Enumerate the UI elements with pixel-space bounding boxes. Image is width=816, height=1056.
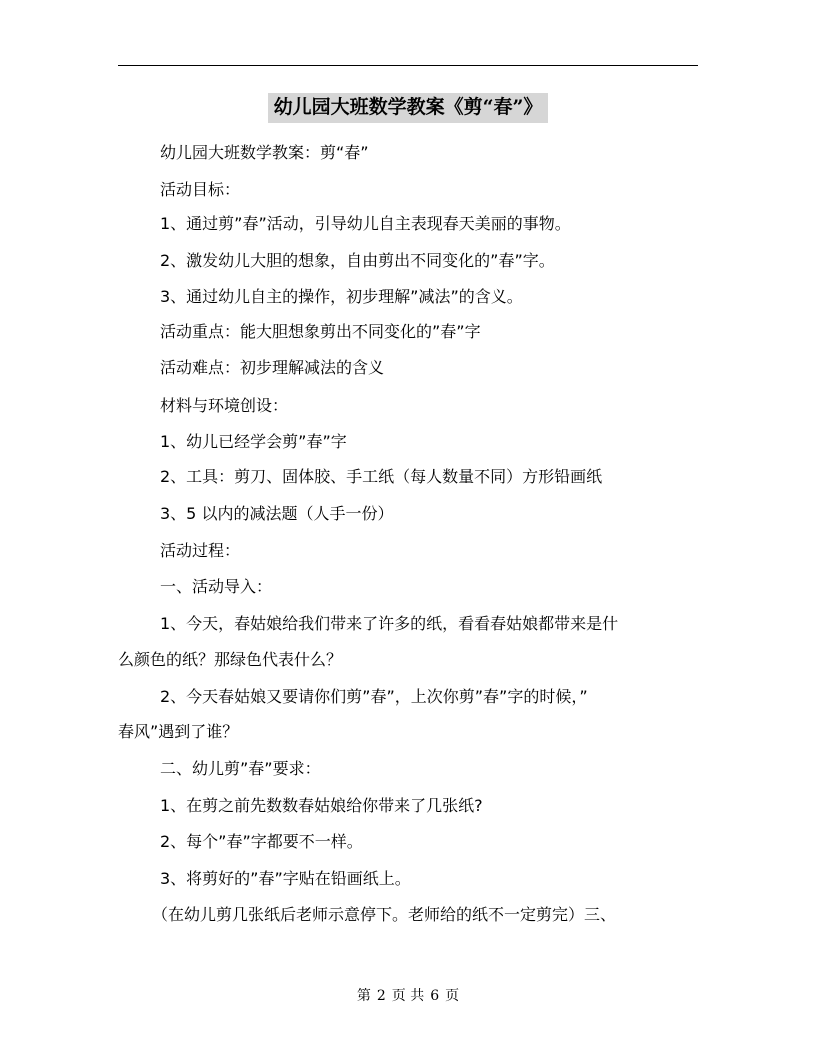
text-line: 幼儿园大班数学教案：剪“春” [160, 143, 369, 162]
text-line: 么颜色的纸？那绿色代表什么？ [118, 650, 343, 669]
text-line: 3、5 以内的减法题（人手一份） [160, 504, 394, 523]
title-wrap [0, 93, 816, 123]
footer-prefix: 第 [356, 988, 371, 1004]
text-line: 1、通过剪”春”活动，引导幼儿自主表现春天美丽的事物。 [160, 214, 571, 233]
text-line: 活动难点：初步理解减法的含义 [160, 358, 385, 377]
text-line: 1、幼儿已经学会剪”春”字 [160, 432, 347, 451]
footer-middle: 页 共 [391, 988, 425, 1004]
text-line: 材料与环境创设： [160, 396, 289, 415]
text-line: 1、在剪之前先数数春姑娘给你带来了几张纸? [160, 796, 483, 815]
page-footer [0, 987, 816, 1005]
text-line: 一、活动导入： [160, 577, 273, 596]
text-line: 3、通过幼儿自主的操作，初步理解”减法”的含义。 [160, 287, 523, 306]
text-line: 二、幼儿剪”春”要求： [160, 759, 321, 778]
footer-suffix: 页 [445, 988, 460, 1004]
text-line: 2、每个”春”字都要不一样。 [160, 832, 363, 851]
document-title: 幼儿园大班数学教案《剪“春”》 [268, 93, 549, 123]
text-line: 春风”遇到了谁？ [118, 722, 239, 741]
text-line: 活动目标： [160, 180, 241, 199]
text-line: 3、将剪好的”春”字贴在铅画纸上。 [160, 869, 411, 888]
text-line: 2、工具：剪刀、固体胶、手工纸（每人数量不同）方形铅画纸 [160, 467, 603, 486]
text-line: （在幼儿剪几张纸后老师示意停下。老师给的纸不一定剪完）三、 [152, 905, 617, 924]
footer-page-number: 2 [376, 988, 386, 1004]
footer-total-pages: 6 [430, 988, 440, 1004]
text-line: 1、今天，春姑娘给我们带来了许多的纸，看看春姑娘都带来是什 [160, 614, 619, 633]
text-line: 活动过程： [160, 541, 241, 560]
header-rule [118, 65, 698, 66]
text-line: 2、今天春姑娘又要请你们剪”春”，上次你剪”春”字的时候，” [160, 687, 588, 706]
text-line: 2、激发幼儿大胆的想象，自由剪出不同变化的”春”字。 [160, 251, 555, 270]
text-line: 活动重点：能大胆想象剪出不同变化的”春”字 [160, 322, 481, 341]
